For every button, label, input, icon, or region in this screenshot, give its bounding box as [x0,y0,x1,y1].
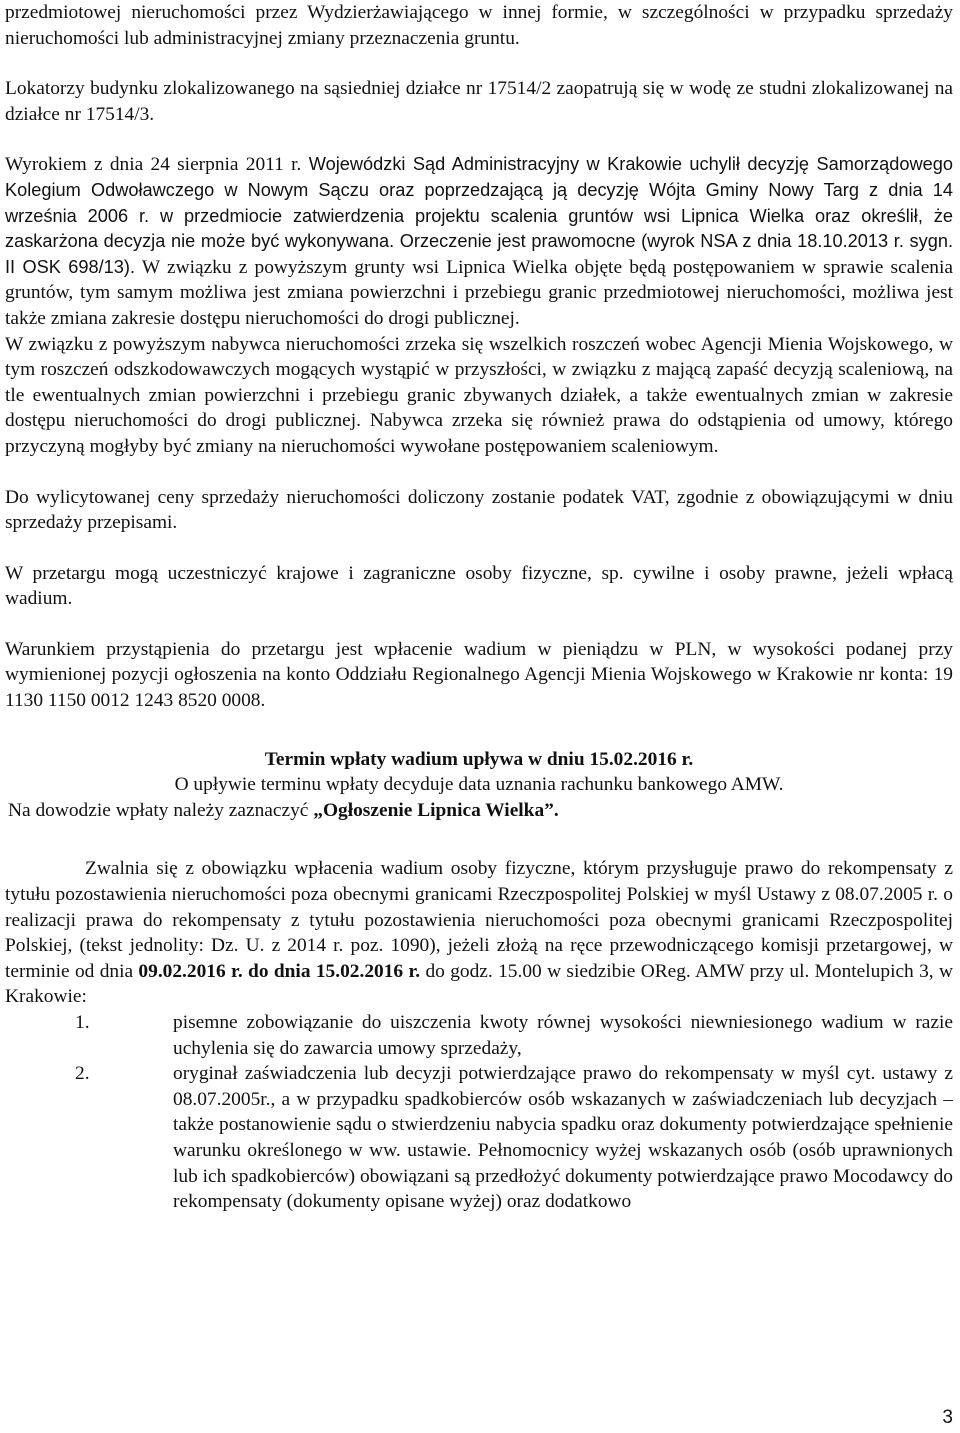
list-item-number: 1. [75,1012,90,1033]
list-item [5,1061,953,1215]
deadline-note: O upływie terminu wpłaty decyduje data uznania rachunku bankowego AMW. [174,774,784,796]
exemption-location: do godz. 15.00 w siedzibie OReg. AMW przy ul. Montelupich 3, w Krakowie: [5,960,953,1008]
ruling-date-text: Wyrokiem z dnia 24 sierpnia 2011 r. [5,154,302,176]
page-number: 3 [942,1407,953,1429]
list-item-number: 2. [75,1063,90,1085]
ruling-body-text: Wojewódzki Sąd Administracyjny w Krakowie uchylił decyzję Samorządowego Kolegium Odwoławczego w Nowym Sączu oraz poprzedzającą ją decyzję Wójta Gminy Nowy Targ z dnia 14 września 2006 r. w przedmiocie zatwierdzenia projektu scalenia gruntów wsi Lipnica Wielka oraz określił, że zaskarżona decyzja nie może być wykonywana. Orzeczenie jest prawomocne (wyrok NSA z dnia 18.10.2013 r. sygn. II OSK 698/13). [5,154,953,277]
paragraph-deposit-exemption [5,856,953,1010]
exemption-text: Zwalnia się z obowiązku wpłacenia wadium osoby fizyczne, którym przysługuje prawo do rekompensaty z tytułu pozostawienia nieruchomości poza obecnymi granicami Rzeczpospolitej Polskiej w myśl Ustawy z 08.07.2005 r. o realizacji prawa do rekompensaty z tytułu pozostawienia nieruchomości poza obecnymi granicami Rzeczpospolitej Polskiej, (tekst jednolity: Dz. U. z 2014 r. poz. 1090), jeżeli złożą na ręce przewodniczącego komisji przetargowej, w terminie od dnia [5,858,953,982]
payment-reference-line [5,798,953,824]
paragraph-vat: Do wylicytowanej ceny sprzedaży nieruchomości doliczony zostanie podatek VAT, zgodnie z obowiązującymi w dniu sprzedaży przepisami. [5,486,953,534]
list-item [5,1010,953,1061]
deadline-heading: Termin wpłaty wadium upływa w dniu 15.02.2016 r. [264,748,694,770]
exemption-dates: 09.02.2016 r. do dnia 15.02.2016 r. [138,960,421,982]
list-item-text: pisemne zobowiązanie do uiszczenia kwoty równej wysokości niewniesionego wadium w razie uchylenia się do zawarcia umowy sprzedaży, [173,1012,953,1059]
required-documents-list [5,1010,953,1215]
paragraph-sale-context: przedmiotowej nieruchomości przez Wydzierżawiającego w innej formie, w szczególności w przypadku sprzedaży nieruchomości lub administracyjnej zmiany przeznaczenia gruntu. [5,2,953,49]
payment-reference-prefix: Na dowodzie wpłaty należy zaznaczyć [8,799,314,821]
paragraph-participants: W przetargu mogą uczestniczyć krajowe i zagraniczne osoby fizyczne, sp. cywilne i osoby prawne, jeżeli wpłacą wadium. [5,562,953,610]
paragraph-water-supply: Lokatorzy budynku zlokalizowanego na sąsiedniej działce nr 17514/2 zaopatrują się w wodę ze studni zlokalizowanej na działce nr 17514/3. [5,78,953,125]
consolidation-text: W związku z powyższym grunty wsi Lipnica Wielka objęte będą postępowaniem w sprawie scalenia gruntów, tym samym możliwa jest zmiana powierzchni i przebiegu granic przedmiotowej nieruchomości, możliwa jest także zmiana zakresie dostępu nieruchomości do drogi publicznej. [5,256,953,329]
payment-reference-title: „Ogłoszenie Lipnica Wielka”. [313,799,559,821]
paragraph-deposit-conditions: Warunkiem przystąpienia do przetargu jest wpłacenie wadium w pieniądzu w PLN, w wysokości podanej przy wymienionej pozycji ogłoszenia na konto Oddziału Regionalnego Agencji Mienia Wojskowego w Krakowie nr konta: 19 1130 1150 0012 1243 8520 0008. [5,638,953,712]
list-item-text: oryginał zaświadczenia lub decyzji potwierdzające prawo do rekompensaty w myśl cyt. ustawy z 08.07.2005r., a w przypadku spadkobierców osób wskazanych w zaświadczeniach lub decyzjach – także postanowienie sądu o stwierdzeniu nabycia spadku oraz dokumenty potwierdzające spełnienie warunku określonego w ww. ustawie. Pełnomocnicy wyżej wskazanych osób (osób uprawnionych lub ich spadkobierców) obowiązani są przedłożyć dokumenty potwierdzające prawo Mocodawcy do rekompensaty (dokumenty opisane wyżej) oraz dodatkowo [173,1063,953,1213]
paragraph-court-ruling [5,152,953,331]
paragraph-claims-waiver: W związku z powyższym nabywca nieruchomości zrzeka się wszelkich roszczeń wobec Agencji Mienia Wojskowego, w tym roszczeń odszkodowawczych mogących wystąpić w przyszłości, w związku z mającą zapaść decyzją scaleniową, na tle ewentualnych zmian powierzchni i przebiegu granic zbywanych działek, a także ewentualnych zmian w zakresie dostępu nieruchomości do drogi publicznej. Nabywca zrzeka się również prawa do odstąpienia od umowy, którego przyczyną mogłyby być zmiany na nieruchomości wywołane postępowaniem scaleniowym. [5,333,953,457]
